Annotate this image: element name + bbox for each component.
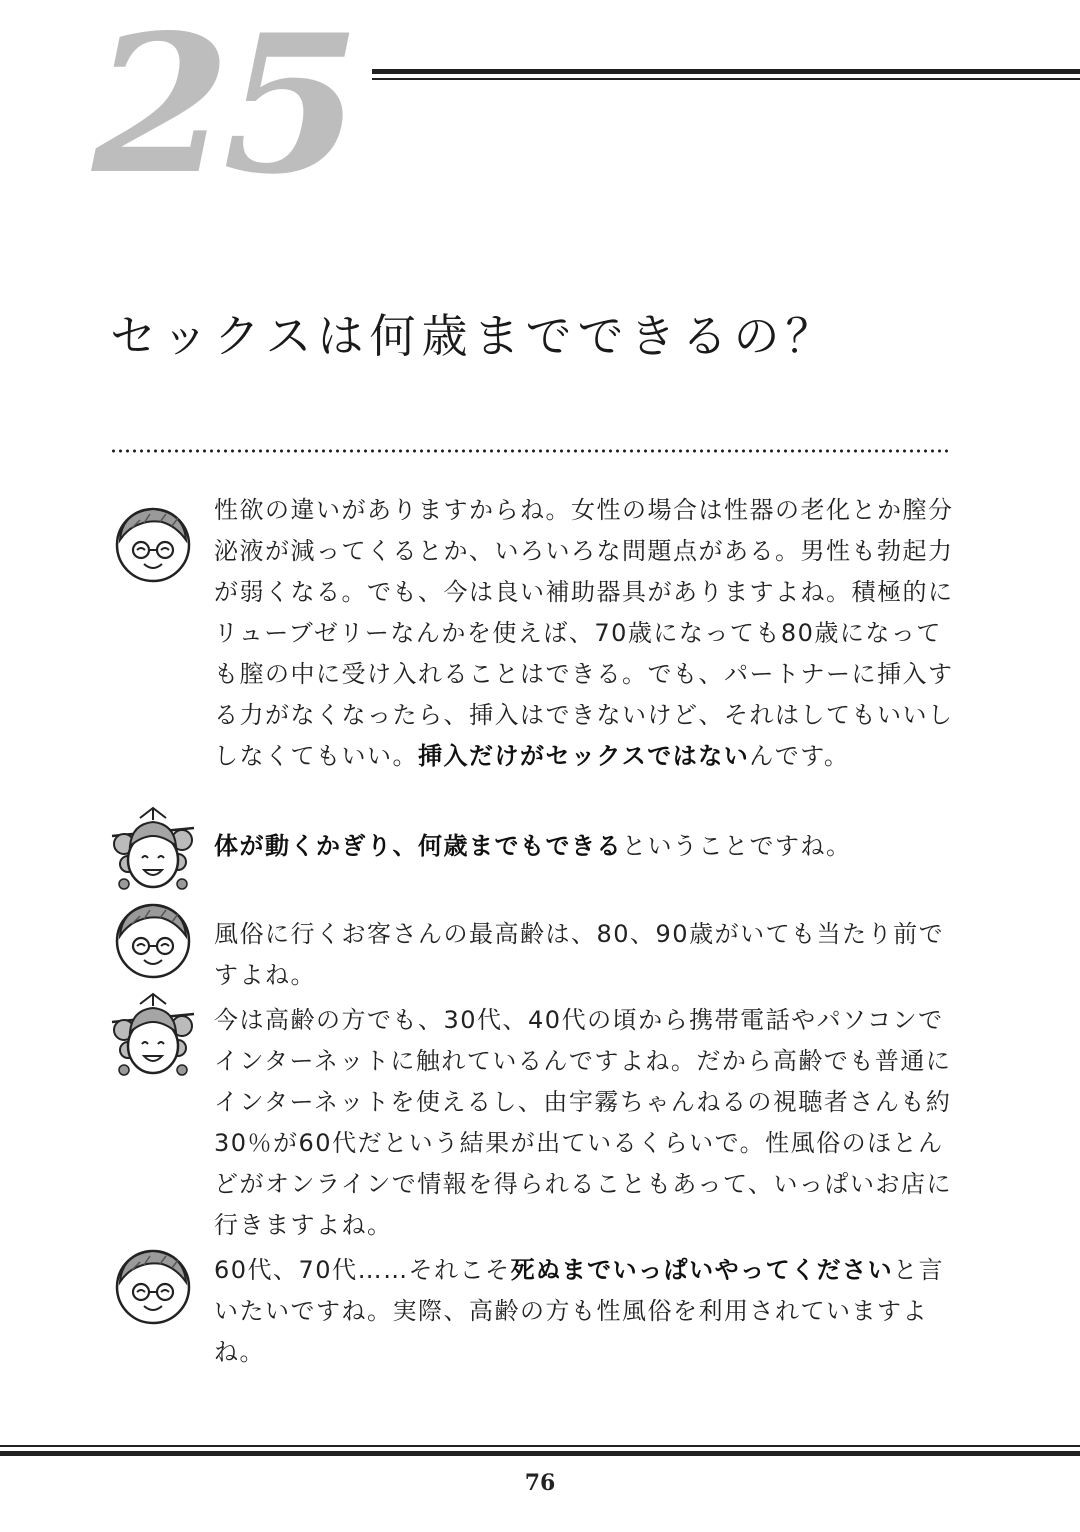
man-with-glasses-icon [110,1242,196,1328]
top-double-rule [372,69,1080,80]
dialogue-text [214,490,959,777]
dialogue-text-part: 60代、70代……それこそ [214,1256,511,1284]
dialogue-text [214,1000,959,1246]
dialogue-bold-part: 死ぬまでいっぱいやってください [510,1256,894,1284]
dotted-divider [110,449,950,453]
dialogue-text-part: 今は高齢の方でも、30代、40代の頃から携帯電話やパソコンでインターネットに触れているんですよね。だから高齢でも普通にインターネットを使えるし、由宇霧ちゃんねるの視聴者さんも約30％が60代だという結果が出ているくらいで。性風俗のほとんどがオンラインで情報を得られることもあって、いっぱいお店に行きますよね。 [214,1006,953,1239]
dialogue-text-part: 性欲の違いがありますからね。女性の場合は性器の老化とか膣分泌液が減ってくるとか、いろいろな問題点がある。男性も勃起力が弱くなる。でも、今は良い補助器具がありますよね。積極的にリューブゼリーなんかを使えば、70歳になっても80歳になっても膣の中に受け入れることはできる。でも、パートナーに挿入する力がなくなったら、挿入はできないけど、それはしてもいいししなくてもいい。 [214,496,954,770]
dialogue-bold-part: 挿入だけがセックスではない [418,742,750,770]
man-with-glasses-icon [110,896,196,982]
woman-with-hairpins-icon [110,992,196,1078]
page-number: 76 [524,1470,556,1496]
page-title: セックスは何歳までできるの？ [110,309,838,363]
dialogue-bold-part: 体が動くかぎり、何歳までもできる [214,832,622,860]
dialogue-text-part: んです。 [749,742,850,770]
bottom-double-rule [0,1445,1080,1456]
dialogue-text-part: 風俗に行くお客さんの最高齢は、80、90歳がいても当たり前ですよね。 [214,920,945,989]
chapter-number: 25 [92,0,353,216]
dialogue-text [214,826,959,867]
man-with-glasses-icon [110,500,196,586]
dialogue-text [214,1250,959,1373]
dialogue-text-part: ということですね。 [622,832,852,860]
woman-with-hairpins-icon [110,806,196,892]
dialogue-text-part: と言いたいですね。実際、高齢の方も性風俗を利用されていますよね。 [214,1256,945,1366]
dialogue-text [214,914,959,996]
